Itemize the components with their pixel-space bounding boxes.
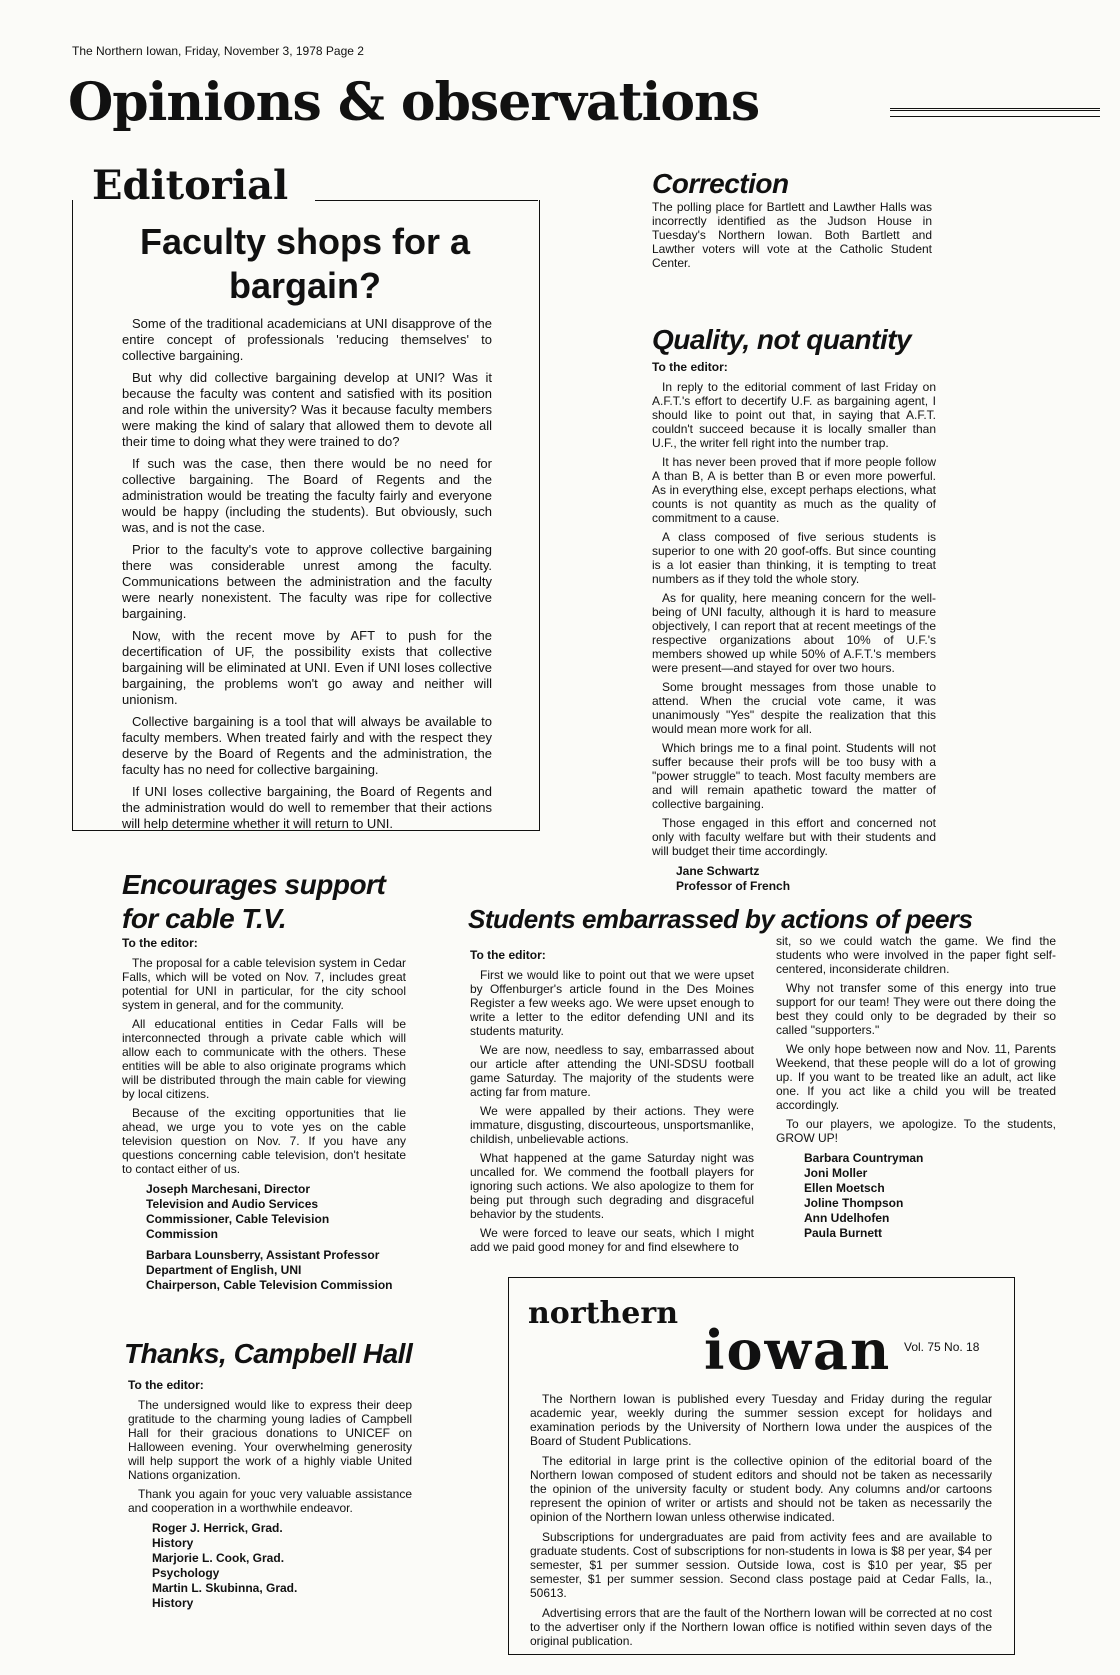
volume-number: Vol. 75 No. 18 [904,1340,980,1354]
signature-line: Roger J. Herrick, Grad. [152,1521,283,1535]
paragraph: In reply to the editorial comment of last Friday on A.F.T.'s effort to decertify U.F. as bargaining agent, I should like to point out that, in saying that A.F.T. couldn't succeed because it is locally smaller than U.F., the writer fell right into the number trap. [652,380,936,450]
quality-heading: Quality, not quantity [652,324,912,355]
masthead-rule-thin [890,116,1100,117]
paragraph: Thank you again for youc very valuable assistance and cooperation in a worthwhile endeavor. [128,1487,412,1515]
paragraph: If UNI loses collective bargaining, the Board of Regents and the administration would do well to remember that their actions will help determine whether it will return to UNI. [122,784,492,831]
paragraph: Advertising errors that are the fault of the Northern Iowan will be corrected at no cost to the advertiser only if the Northern Iowan office is notified within seven days of the original publication. [530,1606,992,1648]
students-heading: Students embarrassed by actions of peers [468,904,973,934]
signature-line: Jane Schwartz [676,864,760,878]
signature-line: Department of English, UNI [146,1263,302,1277]
signature-line: Psychology [152,1566,220,1580]
signature-line: Chairperson, Cable Television Commission [146,1278,393,1292]
signature [776,1151,1056,1241]
signature-line: Television and Audio Services [146,1197,319,1211]
signature-line: Barbara Countryman [804,1151,924,1165]
section-masthead: Opinions & observations [68,72,760,133]
paragraph: The Northern Iowan is published every Tuesday and Friday during the regular academic year, weekly during the summer session except for holidays and examination periods by the University of Northern Iowa under the auspices of the Board of Student Publications. [530,1392,992,1448]
signature-line: Professor of French [676,879,791,893]
signature-line: Commissioner, Cable Television [146,1212,330,1226]
cable-letter [122,936,406,1293]
paragraph: We are now, needless to say, embarrassed about our article after attending the UNI-SDSU football game Saturday. The majority of the students were acting far from mature. [470,1043,754,1099]
paragraph: Some of the traditional academicians at UNI disapprove of the entire concept of professionals 'reducing themselves' to collective bargaining. [122,316,492,363]
paragraph: The undersigned would like to express their deep gratitude to the charming young ladies of Campbell Hall for their gracious donations to UNICEF on Halloween evening. Your overwhelming generosity will help support the work of a highly viable United Nations organization. [128,1398,412,1482]
signature-line: Paula Burnett [804,1226,883,1240]
signature [122,1248,406,1293]
paragraph: A class composed of five serious students is superior to one with 20 goof-offs. But since counting is a lot easier than thinking, it is tempting to treat numbers as if they told the whole story. [652,530,936,586]
signature-line: Marjorie L. Cook, Grad. [152,1551,285,1565]
salutation: To the editor: [652,360,728,374]
signature [122,1182,406,1242]
students-letter-col2 [776,934,1056,1241]
paragraph: As for quality, here meaning concern for the well-being of UNI faculty, although it is hard to measure objectively, I can report that at recent meetings of the respective organizations about 10% of U.F.'s members showed up while 50% of A.F.T.'s members were present—and stayed for over two hours. [652,591,936,675]
nameplate-iowan: iowan [704,1318,892,1382]
paragraph: We were appalled by their actions. They were immature, disgusting, discourteous, unsportsmanlike, childish, unbelievable actions. [470,1104,754,1146]
paragraph: What happened at the game Saturday night was uncalled for. We commend the football players for ignoring such actions. We also apologize to them for being put through such degrading and disgraceful behavior by the students. [470,1151,754,1221]
signature-line: Martin L. Skubinna, Grad. [152,1581,298,1595]
paragraph: To our players, we apologize. To the students, GROW UP! [776,1117,1056,1145]
paragraph: Now, with the recent move by AFT to push for the decertification of UF, the possibility exists that collective bargaining will be eliminated at UNI. Even if UNI loses collective bargaining, the problems won't go away and neither will unionism. [122,628,492,707]
cable-heading: Encourages support for cable T.V. [122,869,386,934]
paragraph: The proposal for a cable television system in Cedar Falls, which will be voted on Nov. 7, includes great potential for UNI in particular, for the city school system in general, and for the community. [122,956,406,1012]
editorial-title: Faculty shops for a bargain? [139,221,471,306]
signature-line: Ellen Moetsch [804,1181,885,1195]
paragraph: Subscriptions for undergraduates are paid from activity fees and are available to graduate students. Cost of subscriptions for non-students in Iowa is $8 per year, $4 per semester, $1 per summer session. Outside Iowa, cost is $10 per year, $5 per semester, $1 per summer session. Second class postage paid at Cedar Falls, Ia., 50613. [530,1530,992,1600]
paragraph: But why did collective bargaining develop at UNI? Was it because the faculty was content and satisfied with its position and role within the university? Was it because faculty members were making the kind of salary that allowed them to devote all their time to doing what they were trained to do? [122,370,492,449]
signature-line: History [152,1536,194,1550]
correction-text: The polling place for Bartlett and Lawther Halls was incorrectly identified as the Judson House in Tuesday's Northern Iowan. Both Bartlett and Lawther voters will vote at the Catholic Student Center. [652,200,932,270]
paragraph: Why not transfer some of this energy into true support for our team! They were out there doing the best they could only to be degraded by their so called "supporters." [776,981,1056,1037]
paragraph: First we would like to point out that we were upset by Offenburger's article found in the Des Moines Register a few weeks ago. We were upset enough to write a letter to the editor defending UNI and its students maturity. [470,968,754,1038]
salutation: To the editor: [470,948,546,962]
salutation: To the editor: [128,1378,204,1392]
campbell-heading: Thanks, Campbell Hall [124,1338,413,1369]
signature-line: Joni Moller [804,1166,868,1180]
paragraph: We were forced to leave our seats, which I might add we paid good money for and find elsewhere to [470,1226,754,1254]
paragraph: Collective bargaining is a tool that will always be available to faculty members. When treated fairly and with the respect they deserve by the Board of Regents and the administration, the faculty has no need for collective bargaining. [122,714,492,777]
signature-line: Joseph Marchesani, Director [146,1182,311,1196]
paragraph: If such was the case, then there would be no need for collective bargaining. The Board of Regents and the administration would be treating the faculty fairly and everyone would be happy (including the students). But obviously, such was, and is not the case. [122,456,492,535]
editorial-body [122,316,492,838]
correction-heading: Correction [652,168,789,199]
paragraph: All educational entities in Cedar Falls will be interconnected through a private cable which will allow each to communicate with the others. These entities will be able to also originate programs which will be distributed through the main cable for viewing by local citizens. [122,1017,406,1101]
masthead-rule [890,108,1100,111]
signature-line: Ann Udelhofen [804,1211,890,1225]
signature-line: Barbara Lounsberry, Assistant Professor [146,1248,380,1262]
campbell-letter [128,1378,412,1611]
paragraph: sit, so we could watch the game. We find the students who were involved in the paper fight self-centered, inconsiderate children. [776,934,1056,976]
signature [652,864,936,894]
paragraph: Those engaged in this effort and concerned not only with faculty welfare but with their students and will budget their time accordingly. [652,816,936,858]
paragraph: The editorial in large print is the collective opinion of the editorial board of the Northern Iowan composed of student editors and should not be taken as necessarily the opinion of the university faculty or student body. Any columns and/or cartoons represent the opinion of writer or artists and should not be taken as necessarily the opinion of the Northern Iowan unless otherwise indicated. [530,1454,992,1524]
nameplate-northern: northern [528,1296,678,1331]
nameplate-body [530,1392,992,1654]
signature-line: Commission [146,1227,219,1241]
students-letter-col1 [470,948,754,1259]
signature-line: Joline Thompson [804,1196,904,1210]
running-head: The Northern Iowan, Friday, November 3, 1978 Page 2 [72,44,364,58]
paragraph: Because of the exciting opportunities that lie ahead, we urge you to vote yes on the cable television question on Nov. 7. If you have any questions concerning cable television, don't hesitate to contact either of us. [122,1106,406,1176]
salutation: To the editor: [122,936,198,950]
signature-line: History [152,1596,194,1610]
paragraph: Which brings me to a final point. Students will not suffer because their profs will be too busy with a "power struggle" to teach. Most faculty members are and will remain apathetic toward the matter of collective bargaining. [652,741,936,811]
signature [128,1521,412,1611]
paragraph: It has never been proved that if more people follow A than B, A is better than B or even more powerful. As in everything else, except perhaps elections, what counts is not quantity as much as the quality of commitment to a cause. [652,455,936,525]
quality-letter [652,360,936,894]
paragraph: Some brought messages from those unable to attend. When the crucial vote came, it was unanimously "Yes" despite the realization that this would mean more work for all. [652,680,936,736]
paragraph: Prior to the faculty's vote to approve collective bargaining there was considerable unrest among the faculty. Communications between the administration and the faculty were nearly nonexistent. The faculty was ripe for collective bargaining. [122,542,492,621]
editorial-label: Editorial [92,162,289,209]
paragraph: We only hope between now and Nov. 11, Parents Weekend, that these people will do a lot of growing up. If you want to be treated like an adult, act like one. If you act like a child you will be treated accordingly. [776,1042,1056,1112]
